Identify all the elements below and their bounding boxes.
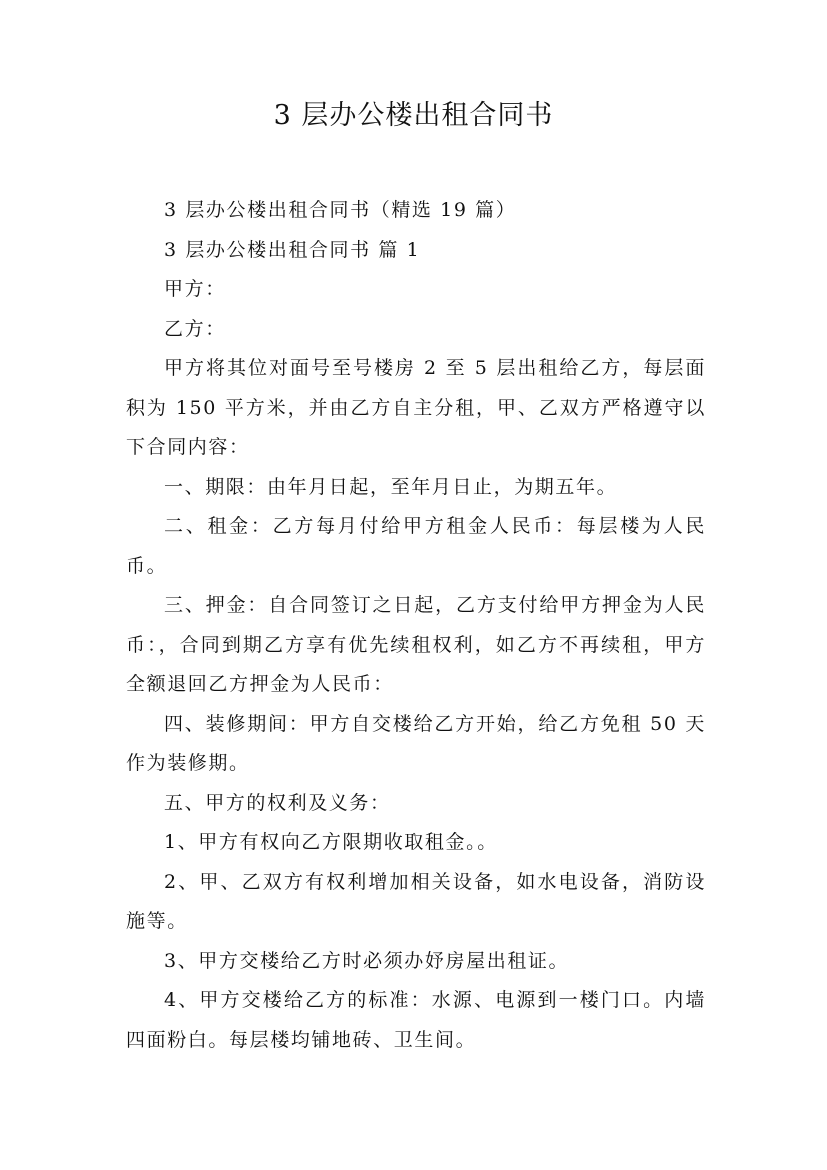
paragraph-right-1: 1、甲方有权向乙方限期收取租金。。 [164,831,498,853]
paragraph-party-b: 乙方： [164,317,226,340]
document-body [126,191,706,1060]
paragraph-right-2: 2、甲、乙双方有权利增加相关设备，如水电设备，消防设施等。 [126,870,706,932]
paragraph-right-4: 4、甲方交楼给乙方的标准：水源、电源到一楼门口。内墙四面粉白。每层楼均铺地砖、卫生间。 [126,989,706,1051]
paragraph-section-heading: 3 层办公楼出租合同书 篇 1 [164,238,421,261]
paragraph-intro: 甲方将其位对面号至号楼房 2 至 5 层出租给乙方，每层面积为 150 平方米，并由乙方自主分租，甲、乙双方严格遵守以下合同内容： [126,357,706,458]
paragraph-rent: 二、租金：乙方每月付给甲方租金人民币：每层楼为人民币。 [126,515,706,577]
paragraph-renovation: 四、装修期间：甲方自交楼给乙方开始，给乙方免租 50 天作为装修期。 [126,712,706,774]
paragraph-deposit: 三、押金：自合同签订之日起，乙方支付给甲方押金为人民币：，合同到期乙方享有优先续租权利，如乙方不再续租，甲方全额退回乙方押金为人民币： [126,594,706,695]
paragraph-subtitle: 3 层办公楼出租合同书（精选 19 篇） [164,199,517,221]
paragraph-rights-heading: 五、甲方的权利及义务： [164,791,391,814]
document-title: 3 层办公楼出租合同书 [273,100,554,131]
paragraph-party-a: 甲方： [164,278,226,300]
paragraph-right-3: 3、甲方交楼给乙方时必须办妤房屋出租证。 [164,949,570,972]
paragraph-term: 一、期限：由年月日起，至年月日止，为期五年。 [164,475,618,498]
